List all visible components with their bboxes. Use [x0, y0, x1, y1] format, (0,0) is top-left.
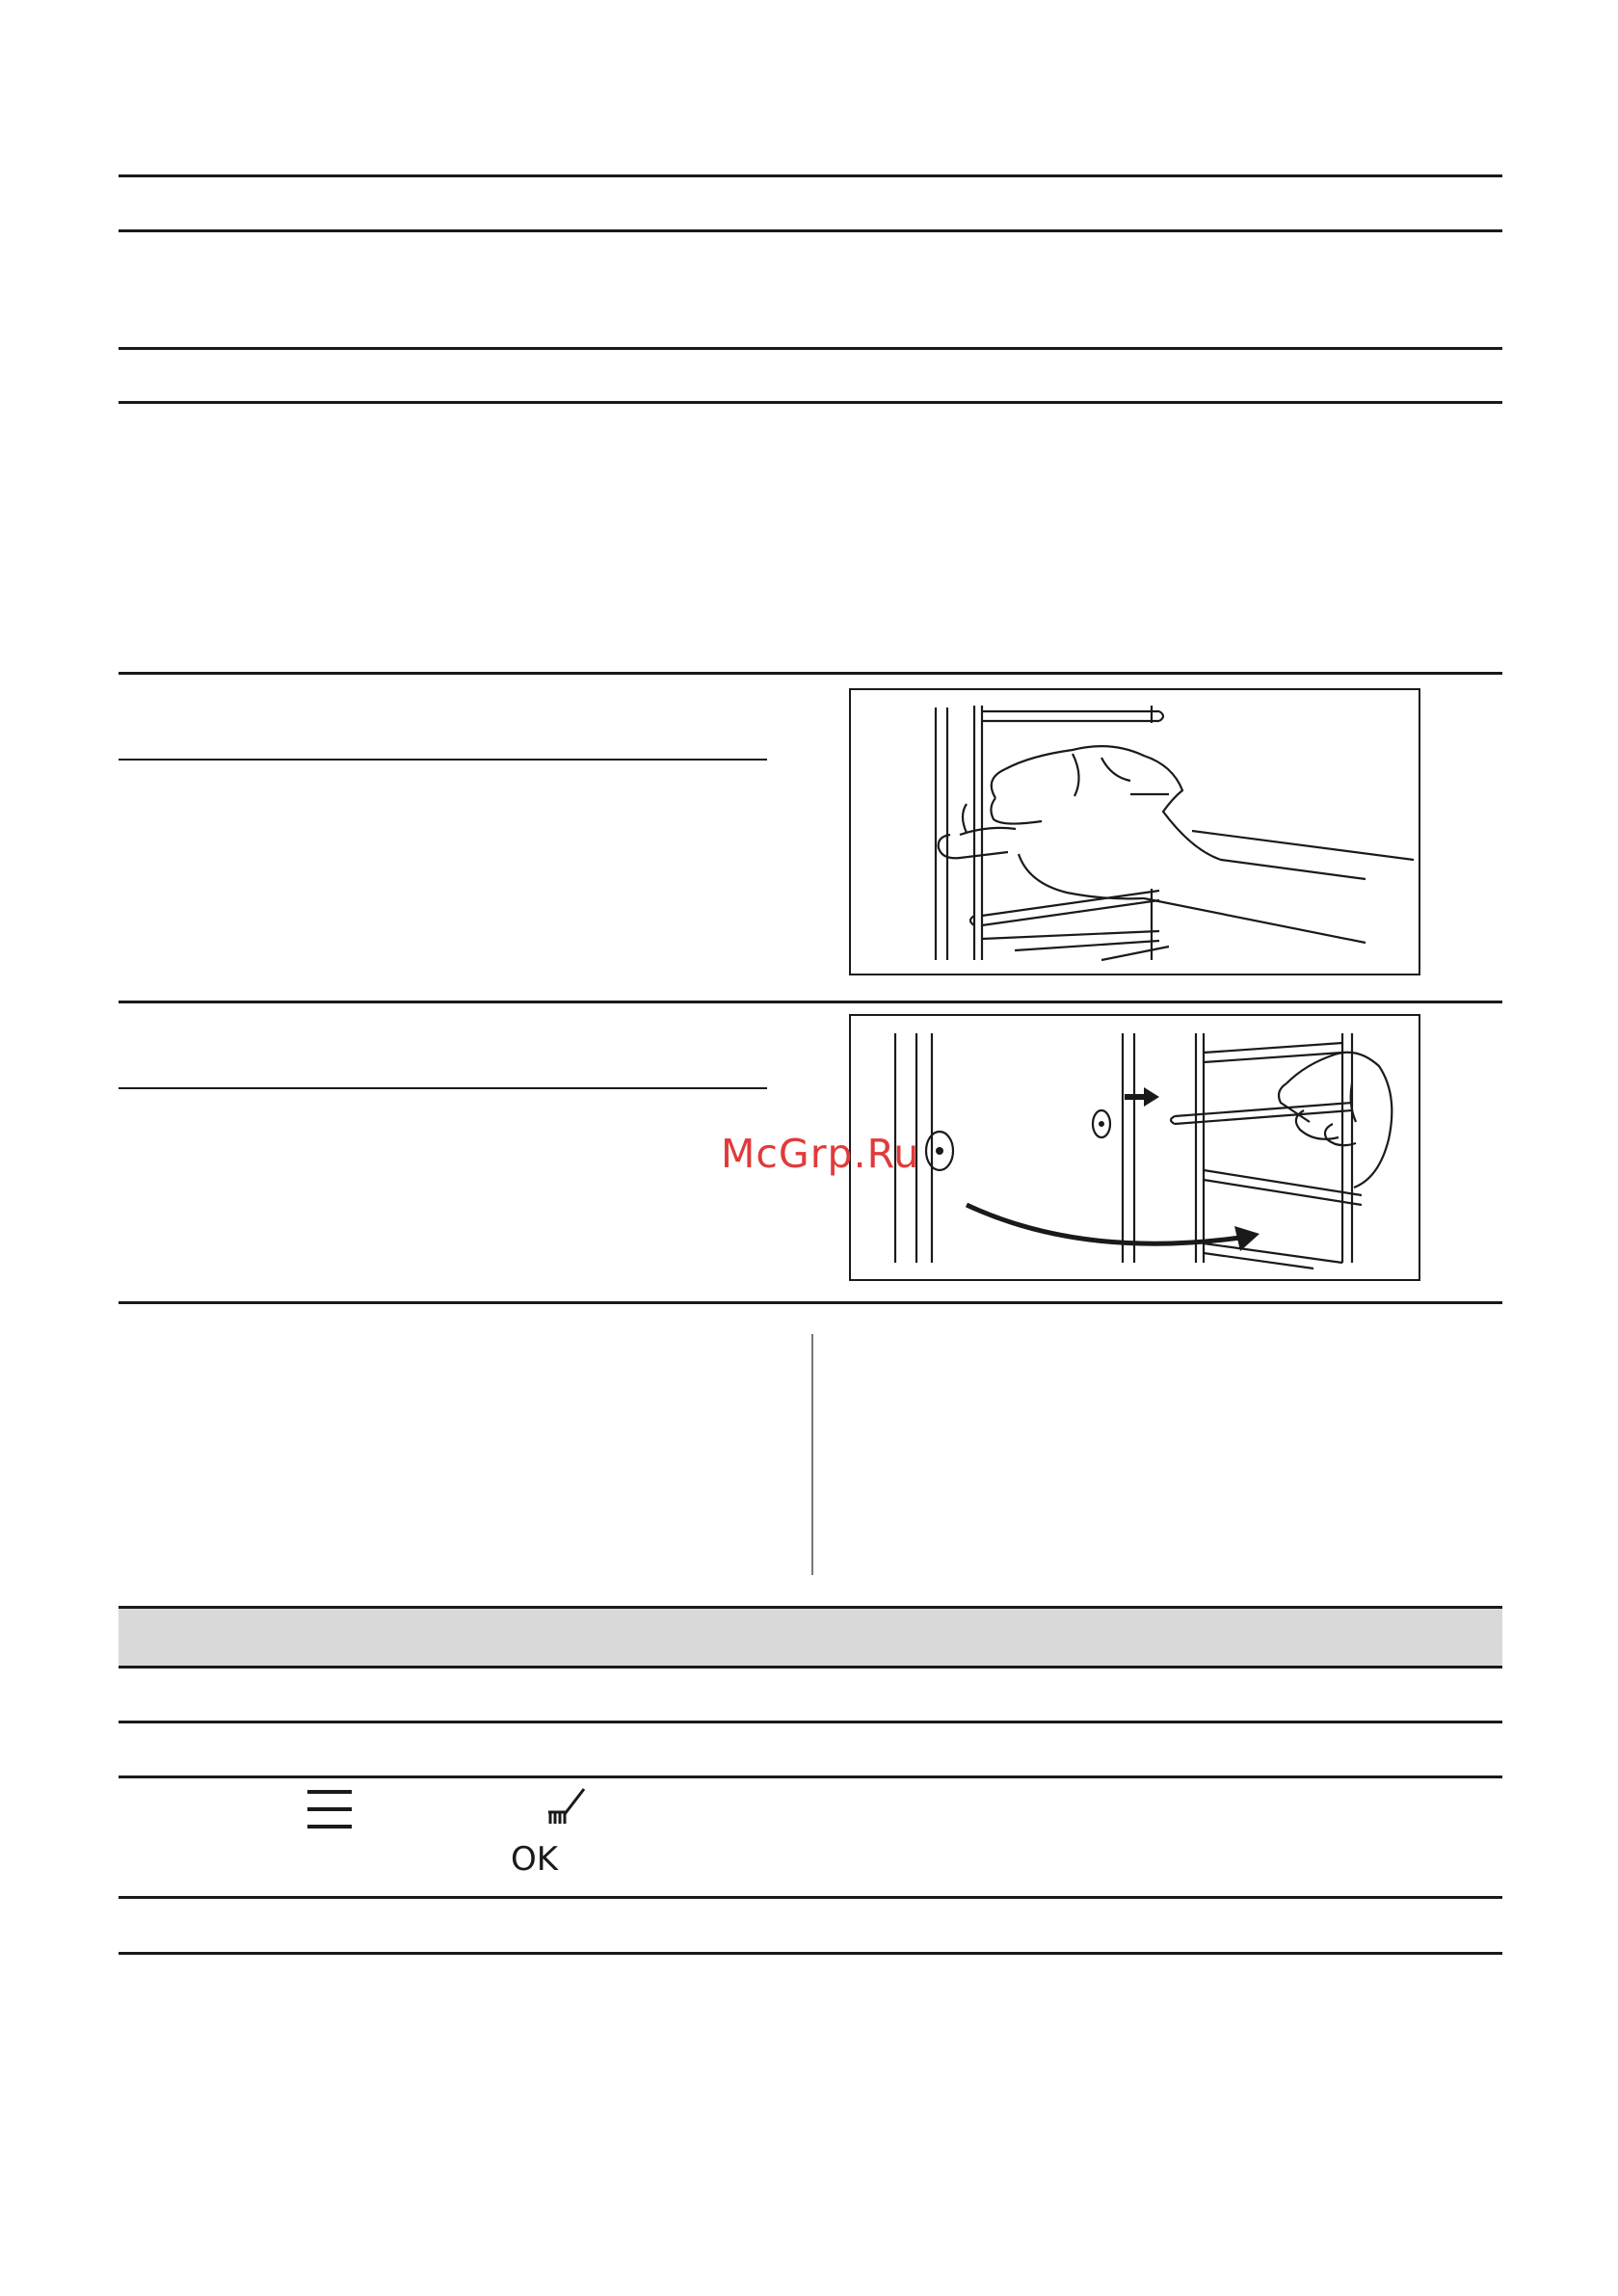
rotate-shelf-support-illustration [849, 1014, 1420, 1281]
section-rule-3 [119, 347, 1502, 350]
section-rule-4 [119, 401, 1502, 404]
table-rule-row-3 [119, 1896, 1502, 1899]
table-header-band [119, 1608, 1502, 1666]
column-divider [811, 1334, 813, 1575]
cleaning-brush-icon [545, 1785, 588, 1831]
section-rule-1 [119, 174, 1502, 177]
menu-icon [307, 1790, 352, 1832]
step-subrule-1 [119, 759, 767, 761]
step-row-rule-1 [119, 672, 1502, 675]
rack-removal-arrow-icon [851, 1016, 1419, 1279]
table-rule-header-bottom [119, 1666, 1502, 1669]
remove-shelf-support-illustration [849, 688, 1420, 975]
hand-pulling-rack-icon [851, 690, 1419, 974]
step-subrule-2 [119, 1087, 767, 1089]
table-rule-row-1 [119, 1721, 1502, 1723]
ok-label: OK [511, 1840, 559, 1879]
step-row-rule-2 [119, 1001, 1502, 1003]
table-rule-top [119, 1606, 1502, 1609]
table-rule-row-4 [119, 1952, 1502, 1955]
table-rule-row-2 [119, 1775, 1502, 1778]
section-rule-2 [119, 229, 1502, 232]
step-row-rule-3 [119, 1301, 1502, 1304]
watermark-text: McGrp.Ru [721, 1131, 920, 1177]
